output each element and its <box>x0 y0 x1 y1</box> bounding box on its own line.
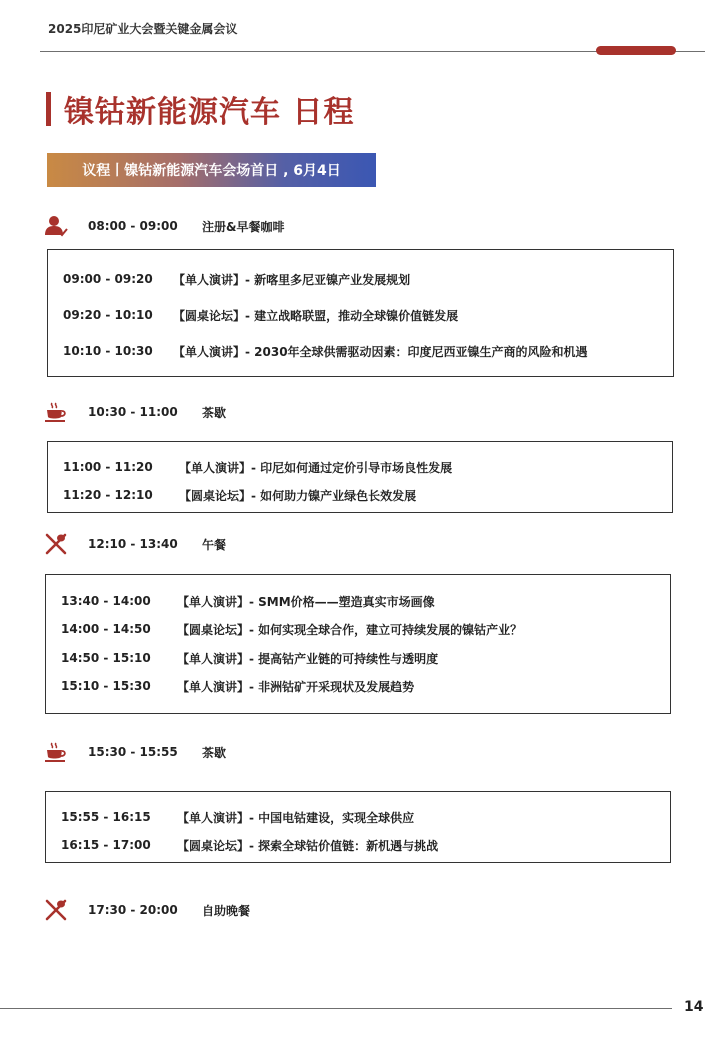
session-row <box>63 458 452 476</box>
session-row <box>63 306 458 324</box>
person-icon <box>44 215 68 237</box>
session-title: 【单人演讲】- 新喀里多尼亚镍产业发展规划 <box>173 272 411 287</box>
page-title <box>46 90 354 128</box>
break-time: 12:10 - 13:40 <box>88 537 178 551</box>
session-row <box>61 620 522 638</box>
session-title: 【单人演讲】- 印尼如何通过定价引导市场良性发展 <box>179 460 453 475</box>
session-time: 11:00 - 11:20 <box>63 460 153 474</box>
break-row-registration <box>44 215 284 237</box>
day-banner: 议程丨镍钴新能源汽车会场首日 , 6月4日 <box>47 153 376 187</box>
break-label: 茶歇 <box>202 745 227 760</box>
session-time: 16:15 - 17:00 <box>61 838 151 852</box>
session-row <box>61 808 414 826</box>
session-title: 【单人演讲】- SMM价格——塑造真实市场画像 <box>177 594 435 609</box>
break-row-tea-2 <box>44 741 226 763</box>
session-time: 13:40 - 14:00 <box>61 594 151 608</box>
break-time: 17:30 - 20:00 <box>88 903 178 917</box>
break-row-lunch <box>44 533 226 555</box>
document-header-title: 2025印尼矿业大会暨关键金属会议 <box>48 22 238 36</box>
break-time: 15:30 - 15:55 <box>88 745 178 759</box>
session-time: 15:55 - 16:15 <box>61 810 151 824</box>
tea-cup-icon <box>44 741 68 763</box>
break-label: 午餐 <box>202 537 227 552</box>
tea-cup-icon <box>44 401 68 423</box>
break-label: 自助晚餐 <box>202 903 251 918</box>
session-title: 【圆桌论坛】- 如何助力镍产业绿色长效发展 <box>179 488 417 503</box>
session-title: 【圆桌论坛】- 建立战略联盟，推动全球镍价值链发展 <box>173 308 459 323</box>
session-time: 09:00 - 09:20 <box>63 272 153 286</box>
session-title: 【圆桌论坛】- 探索全球钴价值链：新机遇与挑战 <box>177 838 439 853</box>
session-time: 09:20 - 10:10 <box>63 308 153 322</box>
fork-knife-icon <box>44 533 68 555</box>
break-label: 茶歇 <box>202 405 227 420</box>
session-title: 【单人演讲】- 中国电钴建设，实现全球供应 <box>177 810 415 825</box>
session-row <box>61 836 438 854</box>
session-time: 10:10 - 10:30 <box>63 344 153 358</box>
break-row-dinner <box>44 899 250 921</box>
session-row <box>63 486 416 504</box>
session-time: 15:10 - 15:30 <box>61 679 151 693</box>
session-title: 【单人演讲】- 2030年全球供需驱动因素：印度尼西亚镍生产商的风险和机遇 <box>173 344 588 359</box>
page-title-text: 镍钴新能源汽车 日程 <box>64 95 355 130</box>
session-time: 14:50 - 15:10 <box>61 651 151 665</box>
session-title: 【单人演讲】- 提高钴产业链的可持续性与透明度 <box>177 651 439 666</box>
session-row <box>61 677 414 695</box>
break-time: 10:30 - 11:00 <box>88 405 178 419</box>
session-time: 14:00 - 14:50 <box>61 622 151 636</box>
page-number: 14 <box>684 999 704 1015</box>
footer-divider <box>0 1008 672 1009</box>
break-label: 注册&早餐咖啡 <box>202 219 285 234</box>
header-accent-pill <box>596 46 676 55</box>
session-time: 11:20 - 12:10 <box>63 488 153 502</box>
break-time: 08:00 - 09:00 <box>88 219 178 233</box>
session-title: 【单人演讲】- 非洲钴矿开采现状及发展趋势 <box>177 679 415 694</box>
session-row <box>63 342 588 360</box>
session-title: 【圆桌论坛】- 如何实现全球合作，建立可持续发展的镍钴产业？ <box>177 622 523 637</box>
title-accent-bar <box>46 92 51 126</box>
session-row <box>61 649 438 667</box>
session-row <box>61 592 435 610</box>
fork-knife-icon <box>44 899 68 921</box>
break-row-tea-1 <box>44 401 226 423</box>
session-row <box>63 270 410 288</box>
